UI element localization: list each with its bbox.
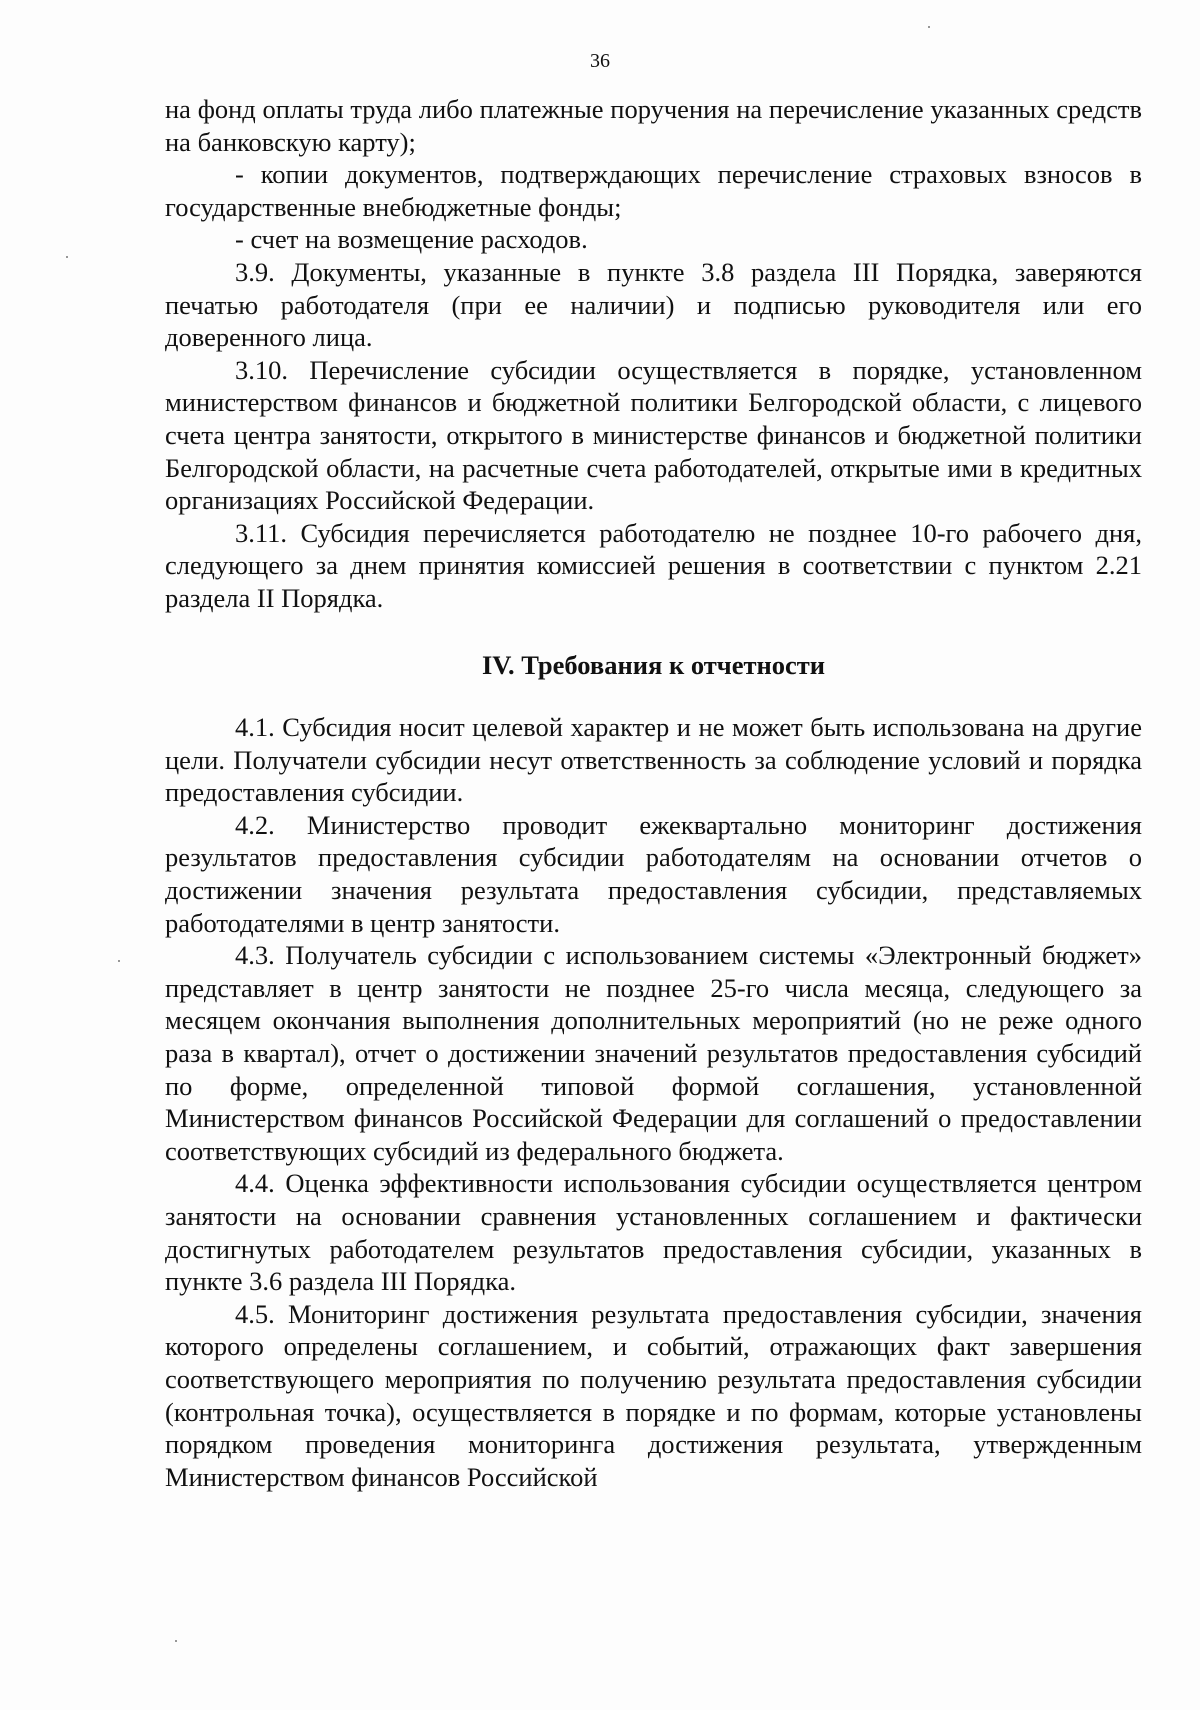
paragraph-invoice: - счет на возмещение расходов. bbox=[235, 224, 588, 255]
paragraph-4-1: 4.1. Субсидия носит целевой характер и не может быть использована на другие цели. Получатели субсидии несут ответственность за соблюдение условий и порядка предоставления субсидии. bbox=[165, 712, 1142, 808]
paragraph-4-4: 4.4. Оценка эффективности использования субсидии осуществляется центром занятости на основании сравнения установленных соглашением и фактически достигнутых работодателем результатов предоставления субсидии, указанных в пункте 3.6 раздела III Порядка. bbox=[165, 1168, 1142, 1297]
paragraph-3-10: 3.10. Перечисление субсидии осуществляется в порядке, установленном министерством финансов и бюджетной политики Белгородской области, с лицевого счета центра занятости, открытого в министерстве финансов и бюджетной политики Белгородской области, на расчетные счета работодателей, открытые ими в кредитных организациях Российской Федерации. bbox=[165, 354, 1142, 516]
paragraph-3-11: 3.11. Субсидия перечисляется работодателю не позднее 10-го рабочего дня, следующего за днем принятия комиссией решения в соответствии с пунктом 2.21 раздела II Порядка. bbox=[165, 517, 1142, 613]
paragraph-3-9: 3.9. Документы, указанные в пункте 3.8 раздела III Порядка, заверяются печатью работодателя (при ее наличии) и подписью руководителя или его доверенного лица. bbox=[165, 256, 1142, 353]
page-number: 36 bbox=[590, 50, 610, 72]
paragraph-insurance-copies: - копии документов, подтверждающих перечисление страховых взносов в государственные внебюджетные фонды; bbox=[165, 159, 1142, 222]
scan-speck bbox=[118, 960, 120, 962]
paragraph-continuation: на фонд оплаты труда либо платежные поручения на перечисление указанных средств на банковскую карту); bbox=[165, 94, 1142, 157]
document-body bbox=[165, 93, 1142, 1493]
scan-speck bbox=[928, 26, 930, 28]
section-heading: IV. Требования к отчетности bbox=[481, 649, 826, 680]
scan-speck bbox=[175, 1640, 177, 1642]
paragraph-4-3: 4.3. Получатель субсидии с использованием системы «Электронный бюджет» представляет в центр занятости не позднее 25-го числа месяца, следующего за месяцем окончания выполнения дополнительных мероприятий (но не реже одного раза в квартал), отчет о достижении значений результатов предоставления субсидий по форме, определенной типовой формой соглашения, установленной Министерством финансов Российской Федерации для соглашений о предоставлении соответствующих субсидий из федерального бюджета. bbox=[165, 940, 1142, 1166]
paragraph-4-2: 4.2. Министерство проводит ежеквартально мониторинг достижения результатов предоставления субсидии работодателям на основании отчетов о достижении значения результата предоставления субсидии, представляемых работодателями в центр занятости. bbox=[165, 809, 1142, 938]
scan-speck bbox=[66, 256, 68, 258]
paragraph-4-5: 4.5. Мониторинг достижения результата предоставления субсидии, значения которого определены соглашением, и событий, отражающих факт завершения соответствующего мероприятия по получению результата предоставления субсидии (контрольная точка), осуществляется в порядке и по формам, которые установлены порядком проведения мониторинга достижения результата, утвержденным Министерством финансов Российской bbox=[165, 1298, 1142, 1492]
